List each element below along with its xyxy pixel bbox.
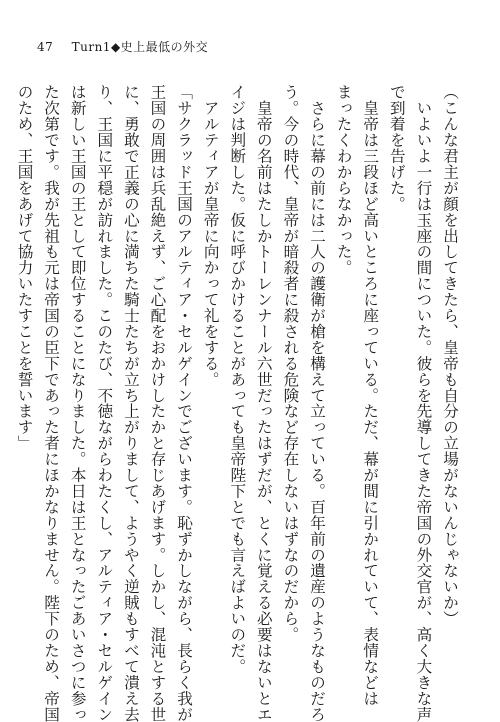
- text-line: う。今の時代、皇帝が暗殺者に殺される危険など存在しないはずなのだから。: [281, 84, 300, 643]
- text-line: で到着を告げた。: [387, 84, 406, 212]
- page-number: 47: [37, 40, 54, 54]
- text-line: いよいよ一行は玉座の間についた。彼らを先導してきた帝国の外交官が、高く大きな声: [414, 84, 433, 722]
- text-line: た次第です。我が先祖も元は帝国の臣下であった者にほかなりません。陛下のため、帝国: [42, 84, 61, 722]
- text-line: （こんな君主が顔を出してきたら、皇帝も自分の立場がないんじゃないか）: [441, 84, 459, 627]
- text-line: のため、王国をあげて協力いたすことを誓います」: [15, 84, 34, 451]
- text-line: さらに幕の前には二人の護衛が槍を構えて立っている。百年前の遺産のようなものだろ: [308, 84, 327, 722]
- text-line: 王国の周囲は兵乱絶えず、ご心配をおかけしたかと存じあげます。しかし、混沌とする世: [148, 84, 167, 722]
- text-line: 「サクラッド王国のアルティア・セルゲインでございます。恥ずかしながら、長らく我が: [175, 84, 194, 722]
- text-line: 皇帝は三段ほど高いところに座っている。ただ、幕が間に引かれていて、表情などは: [361, 84, 380, 707]
- page-header: [37, 38, 208, 55]
- text-line: アルティアが皇帝に向かって礼をする。: [201, 84, 220, 388]
- text-line: に、勇敢で正義の心に満ちた騎士たちが立ち上がりまして、ようやく逆賊もすべて潰え去: [121, 84, 140, 722]
- text-line: は新しい王国の王として即位することになりました。本日は王となったごあいさつに参っ: [68, 84, 87, 722]
- text-line: り、王国に平穏が訪れました。このたび、不徳ながらわたくし、アルティア・セルゲイン: [95, 84, 114, 722]
- text-line: まったくわからなかった。: [334, 84, 353, 276]
- vertical-body-text: [11, 84, 463, 722]
- text-line: 皇帝の名前はたしかトーレンナール六世だったはずだが、とくに覚える必要はないとエ: [254, 84, 273, 722]
- text-line: イジは判断した。仮に呼びかけることがあっても皇帝陛下とでも言えばよいのだ。: [228, 84, 247, 675]
- running-title: Turn1◆史上最低の外交: [71, 40, 209, 54]
